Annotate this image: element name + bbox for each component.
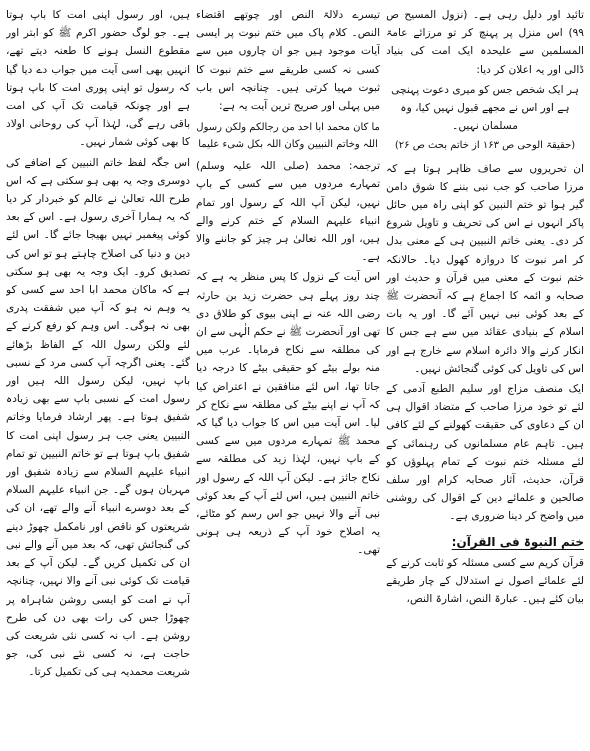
paragraph: اس آیت کے نزول کا پس منظر یہ ہے کہ چند روز پہلے ہی حضرت زید بن حارثہ رضی اللہ عنہ نے اپنی بیوی کو طلاق دی تھی اور آنحضرت ﷺ نے حکم الٰہی سے ان کی مطلقہ سے نکاح فرمایا۔ عرب میں منہ بولے بیٹے کو حقیقی بیٹے کا درجہ دیا جاتا تھا، اس لئے منافقین نے اعتراض کیا کہ آپ نے اپنے بیٹے کی مطلقہ سے نکاح کر لیا۔ اس آیت میں اس کا جواب دیا گیا کہ محمد ﷺ تمہارے مردوں میں سے کسی کے باپ نہیں، لہٰذا زید کی مطلقہ سے نکاح جائز ہے۔ لیکن آپ اللہ کے رسول اور خاتم النبیین ہیں، اس لئے آپ کے بعد کوئی نبی آنے والا نہیں جو اس رسم کو مٹائے، یہ اصلاح خود آپ کے ذریعہ ہی ہونی تھی۔: [196, 271, 381, 557]
column-left: [6, 6, 190, 747]
paragraph: ایک منصف مزاج اور سلیم الطبع آدمی کے لئے تو خود مرزا صاحب کے متضاد اقوال ہی ان کے دعاوی کی حقیقت کھولنے کے لئے کافی ہیں۔ تاہم عام مسلمانوں کی رہنمائی کے لئے مسئلہ ختم نبوت کے تمام پہلوؤں کو قرآن، حدیث، آثار صحابہ کرام اور سلف صالحین و علمائے دین کے اقوال کی روشنی میں واضح کر دینا ضروری ہے۔: [386, 383, 584, 523]
verse-translation: ترجمہ: محمد (صلی اللہ علیہ وسلم) تمہارے مردوں میں سے کسی کے باپ نہیں، لیکن آپ اللہ کے رسول اور تمام انبیاء علیہم السلام کے ختم کرنے والے ہیں، اور اللہ تعالیٰ ہر چیز کو جاننے والا ہے۔: [196, 160, 381, 264]
paragraph: ہیں، اور رسول اپنی امت کا باپ ہوتا ہے۔ جو لوگ حضور اکرم ﷺ کو ابتر اور مقطوع النسل ہونے کا طعنہ دیتے تھے، انہیں بھی اسی آیت میں جواب دے دیا گیا کہ رسول تو اپنی پوری امت کا باپ ہوتا ہے اور چونکہ قیامت تک آپ کی امت باقی رہے گی، لہٰذا آپ کی روحانی اولاد کا بھی کوئی شمار نہیں۔: [6, 9, 191, 149]
paragraph: قرآن کریم سے کسی مسئلہ کو ثابت کرنے کے لئے علمائے اصول نے استدلال کے چار طریقے بیان کئے ہیں۔ عبارۃ النص، اشارۃ النص،: [386, 556, 584, 606]
section-heading: ختم النبوۃ فی القرآن:: [451, 534, 584, 549]
column-middle: [196, 6, 380, 747]
paragraph: ان تحریروں سے صاف ظاہر ہوتا ہے کہ مرزا صاحب کو جب نبی بننے کا شوق دامن گیر ہوا تو ختم النبین کو اپنی راہ میں حائل پاکر انہوں نے اس کی تحریف و تاویل شروع کر دی۔ یعنی خاتم النبیین ہی کے معنی بدل کر امر نبوت کا دروازہ کھول دیا۔ حالانکہ ختم نبوت کے معنی میں قرآن و حدیث اور صحابہ و ائمہ کا اجماع ہے کہ آنحضرت ﷺ کے بعد کوئی نبی نہیں آئے گا۔ اور یہ بات اسلام کے بنیادی عقائد میں سے ہے جس کا انکار کرنے والا دائرہ اسلام سے خارج ہے اور اس کی تاویل کی کوئی گنجائش نہیں۔: [386, 162, 584, 375]
paragraph: اس جگہ لفظ خاتم النبیین کے اضافے کی دوسری وجہ یہ بھی ہو سکتی ہے کہ اس طرح اللہ تعالیٰ نے عالم کو خبردار کر دیا کہ یہ ہمارا آخری رسول ہے۔ اس کے بعد کوئی پیغمبر نہیں بھیجا جائے گا۔ اس لئے دین و دنیا کی اصلاح چاہتے ہو تو اس کی تصدیق کرو۔ ایک وجہ یہ بھی ہو سکتی ہے کہ ماکان محمد ابا احد سے کسی کو یہ وہم نہ ہو کہ آپ میں شفقت پدری بھی نہ ہوگی۔ اس وہم کو رفع کرنے کے لئے ولکن رسول اللہ کے الفاظ بڑھائے گئے۔ یعنی اگرچہ آپ کسی مرد کے نسبی باپ نہیں، لیکن رسول اللہ ہیں اور رسول امت کے نسبی باپ سے بھی زیادہ شفیق ہوتا ہے۔ پھر ارشاد فرمایا وخاتم النبیین یعنی جب ہر رسول اپنی امت کا شفیق باپ ہوتا ہے تو خاتم النبیین تو تمام انبیاء علیہم السلام سے زیادہ شفیق اور مہربان ہوں گے۔ جن انبیاء علیہم السلام کے بعد دوسرے انبیاء آنے والے تھے، ان کی شریعتوں کو ناقص اور نامکمل چھوڑ دینے کی گنجائش تھی، کہ بعد میں آنے والے نبی ان کی تکمیل کریں گے۔ لیکن آپ کے بعد قیامت تک کوئی نبی آنے والا نہیں، چنانچہ آپ نے امت کو ایسی روشن شاہراہ پر چھوڑا جس کی رات بھی دن کی طرح روشن ہے۔ اب نہ کسی نئی شریعت کی حاجت ہے، نہ کسی نئے نبی کی، جو شریعت محمدیہ ہی کی تکمیل کرتا۔: [6, 156, 191, 679]
paragraph: تائید اور دلیل رہی ہے۔ (نزول المسیح ص ۹۹) اس منزل پر پہنچ کر تو مرزائے عامۃ المسلمین سے علیحدہ ایک امت کی بنیاد ڈالی اور یہ اعلان کر دیا:: [386, 9, 584, 76]
reference-citation: (حقیقۃ الوحی ص ۱۶۳ از خاتم بحث ص ۲۶): [394, 140, 576, 152]
text-columns: [6, 6, 584, 747]
paragraph: تیسرے دلالۃ النص اور چوتھے اقتضاء النص۔ کلام پاک میں ختم نبوت پر ایسی آیات موجود ہیں جو ان چاروں میں سے کسی نہ کسی طریقے سے ختم نبوت کا ثبوت مہیا کرتی ہیں۔ چنانچہ اس باب میں پہلی اور صریح ترین آیت یہ ہے:: [196, 9, 381, 113]
column-right: [386, 6, 584, 747]
quran-verse: ما کان محمد ابا احد من رجالکم ولکن رسول اللہ وخاتم النبیین وکان اللہ بکل شیء علیما: [196, 122, 380, 151]
block-quote: ہر ایک شخص جس کو میری دعوت پہنچی ہے اور اس نے مجھے قبول نہیں کیا، وہ مسلمان نہیں۔: [391, 83, 579, 133]
